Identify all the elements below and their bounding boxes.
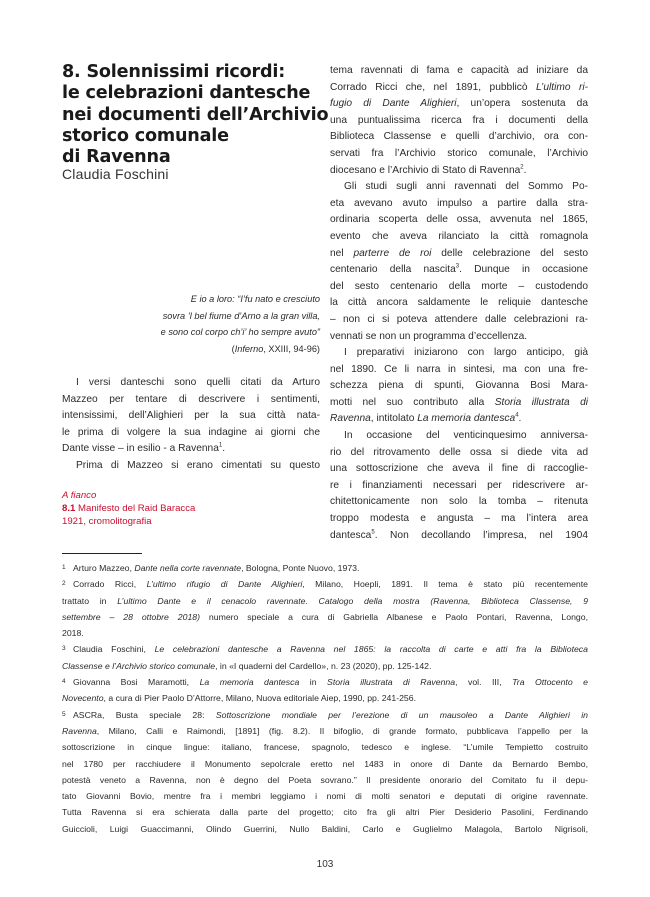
text-run: Dante visse – in esilio - a Ravenna [62, 443, 219, 455]
text-run: Giovanna Bosi Maramotti, [73, 677, 200, 688]
footnote-line [62, 690, 588, 706]
text-line: re i finanziamenti necessari per ridescrivere ar- [330, 479, 588, 491]
caption-text: Manifesto del Raid Baracca [78, 503, 196, 514]
text-run: , Bologna, Ponte Nuovo, 1973. [241, 563, 360, 573]
footnote-ref[interactable]: 2 [520, 164, 524, 171]
footnote-line [62, 593, 588, 609]
chapter-title [62, 62, 334, 168]
text-line: – non ci si poteva attendere dalle celebrazioni ra- [330, 313, 588, 325]
italic-run: Le celebrazioni dantesche a Ravenna nel 1865: la raccolta di carte e atti fra la Biblioteca [154, 644, 588, 655]
text-line: I versi danteschi sono quelli citati da Arturo [76, 377, 320, 388]
footnote-line [62, 707, 588, 723]
text-run: numero speciale a cura di Gabriella Albanese e Paolo Pontari, Ravenna, Longo, [200, 611, 588, 622]
text-run: , vol. III, [455, 677, 513, 688]
text-line: schezza piena di spunti, Giovanna Bosi Mara- [330, 380, 588, 392]
paren: ( [231, 343, 235, 354]
text-run: delle celebrazione del sesto [431, 247, 588, 259]
italic-run: Ravenna [330, 413, 371, 425]
text-run: ASCRa, Busta speciale 28: [73, 709, 216, 720]
text-run: trattato in [62, 595, 118, 606]
footnote-1 [62, 560, 588, 576]
footnote-line: tato Giovanni Bovio, mentre fra i membri leggiamo i nomi di molti senatori e deputati di origine ravennate. [62, 791, 588, 802]
footnote-number: 2 [62, 580, 66, 588]
text-line: rio del ritrovamento delle ossa si diede vita ad [330, 446, 588, 458]
text-line: diocesano e l’Archivio di Stato di Ravenna$^2$. [330, 164, 527, 176]
footnote-number: 5 [62, 710, 66, 718]
epigraph-source [120, 341, 320, 358]
italic-run: Storia illustrata di Ravenna [327, 677, 456, 688]
italic-run: L’ultimo rifugio di Dante Alighieri [146, 579, 303, 590]
text-line [330, 246, 588, 263]
text-line: evento che aveva rilanciato la città romagnola [330, 230, 588, 242]
text-line: tema ravennati di fama e capacità ad iniziare da [330, 65, 588, 76]
italic-run: Classense e l’Archivio storico comunale [62, 660, 216, 671]
title-line: nei documenti dell’Archivio [62, 104, 329, 125]
footnote-line: nel 1780 per racchiudere il Monumento sepolcrale eretto nel 1483 in onore di Dante da Bernardo Bembo, [62, 758, 588, 769]
title-line: storico comunale [62, 125, 229, 146]
italic-run: Dante nella corte ravennate [134, 563, 242, 573]
text-line: ordinaria scoperta delle ossa, avvenuta nel 1865, [330, 214, 588, 226]
text-run: nel [330, 247, 354, 259]
footnotes [62, 560, 588, 837]
italic-run: Storia illustrata di [494, 396, 588, 408]
text-line: una sottoscrizione che aveva il fine di raccoglie- [330, 463, 588, 475]
epigraph-line: e sono col corpo ch’i’ ho sempre avuto” [160, 327, 320, 338]
footnote-line [62, 560, 588, 576]
source-work: Inferno [234, 343, 264, 354]
text-line: Ravenna, intitolato La memoria dantesca$^4$. [330, 413, 522, 425]
footnote-ref[interactable]: 5 [371, 529, 375, 536]
italic-run: settembre – 28 ottobre 2018) [62, 611, 201, 622]
footnote-number: 3 [62, 645, 66, 653]
footnote-line: 2018. [62, 628, 84, 639]
title-line: 8. Solennissimi ricordi: [62, 62, 286, 82]
footnote-3 [62, 641, 588, 674]
italic-run: La memoria dantesca [417, 413, 516, 425]
italic-run: L’ultimo Dante e il cenacolo ravennate. Catalogo della mostra (Ravenna, Biblioteca Classense, 9 [117, 595, 588, 606]
text-line: del sesto centenario della morte – custodendo [330, 280, 588, 292]
caption-label: A fianco [62, 490, 97, 501]
text-run: Arturo Mazzeo, [73, 563, 135, 573]
footnote-number: 4 [62, 678, 66, 686]
footnote-ref[interactable]: 4 [515, 413, 519, 420]
text-run: , Milano, Hoepli, 1891. Il tema è stato più recentemente [302, 579, 588, 590]
text-line: Biblioteca Classense e quelli d’archivio, ora con- [330, 131, 588, 143]
footnote-line: Tutta Ravenna si era schierata dalla parte del progetto; cito fra gli altri Pier Desiderio Pasolini, Ferdinando [62, 807, 588, 818]
text-line [330, 528, 588, 545]
text-line: Mazzeo per tentare di descrivere i sentimenti, [62, 393, 320, 405]
text-run: , Milano, Calli e Raimondi, [1891] (fig. 8.2). Il bifoglio, di grande formato, pubblicava l’appello per la [96, 725, 588, 736]
text-run: Claudia Foschini, [73, 644, 155, 655]
right-column-text [330, 63, 588, 544]
footnote-line [62, 641, 588, 657]
text-run: in [299, 677, 328, 688]
text-run: , intitolato [370, 413, 418, 425]
text-line: In occasione del venticinquesimo anniversa- [344, 430, 588, 442]
footnote-line: potestà veneto a Ravenna, non è degno del Poeta sovrano.” Il presidente onorario del Comitato fu il depu- [62, 774, 588, 785]
left-column-text [62, 375, 320, 475]
footnote-divider [62, 553, 142, 554]
footnote-number: 1 [62, 564, 66, 571]
source-ref: , XXIII, 94-96) [263, 343, 320, 354]
text-line [330, 262, 588, 279]
italic-run: Tra Ottocento e [512, 677, 588, 688]
text-line [330, 395, 588, 412]
text-run: Corrado Ricci che, nel 1891, pubblicò [330, 81, 536, 93]
footnote-4 [62, 674, 588, 707]
footnote-line: Guiccioli, Luigi Guaccimanni, Olindo Guerrini, Nullo Baldini, Carlo e Guglielmo Malagola, Bartolo Nigrisoli, [62, 823, 588, 834]
text-line: troppo modesta e angusta – ma l’intera area [330, 513, 588, 525]
title-line: di Ravenna [62, 147, 171, 168]
footnote-line [62, 723, 588, 739]
italic-run: L’ultimo ri- [535, 81, 589, 93]
chapter-author: Claudia Foschini [62, 166, 169, 182]
text-line: chitettonicamente non solo la tomba – ritenuta [330, 496, 588, 508]
text-line: nel 1890. Ce li narra in sintesi, ma con una fre- [330, 363, 588, 375]
text-run: , un’opera sostenuta da [456, 98, 589, 110]
italic-run: Ravenna [62, 725, 97, 736]
footnote-line [62, 674, 588, 690]
page-number: 103 [316, 859, 334, 870]
text-run: , a cura di Pier Paolo D’Attorre, Milano, Nuova editoriale Aiep, 1990, pp. 241-256. [103, 693, 416, 704]
text-line: servati fra l’Archivio storico comunale, l’Archivio [330, 147, 588, 159]
italic-run: Novecento [62, 693, 104, 704]
text-run: . Dunque in occasione [459, 264, 588, 276]
text-run: . Non decollando l’impresa, nel 1904 [374, 529, 588, 541]
text-run: diocesano e l’Archivio di Stato di Ravenna [330, 164, 521, 176]
text-run: dantesca [330, 529, 372, 541]
footnote-line [62, 658, 588, 674]
epigraph-line: E io a loro: “I’fu nato e cresciuto [190, 294, 320, 304]
italic-run: parterre de roi [353, 247, 432, 259]
italic-run: Sottoscrizione mondiale per l’erezione di un mausoleo a Dante Alighieri in [215, 709, 589, 720]
text-line: Gli studi sugli anni ravennati del Sommo Po- [344, 181, 588, 193]
text-line: una puntualissima ricerca fra i documenti della [330, 114, 588, 126]
text-run: motti nel suo contributo alla [330, 396, 495, 408]
caption-title [62, 502, 195, 515]
italic-run: La memoria dantesca [199, 677, 300, 688]
text-line: eta avevano avuto impulso a partire dalla stra- [330, 197, 588, 209]
footnote-line [62, 609, 588, 625]
figure-number: 8.1 [62, 503, 76, 514]
footnote-5 [62, 707, 588, 837]
text-line: Prima di Mazzeo si erano cimentati su questo [76, 459, 320, 471]
text-run: , in «I quaderni del Cardello», n. 23 (2020), pp. 125-142. [215, 660, 432, 671]
text-run: centenario della nascita [330, 264, 456, 276]
title-line: le celebrazioni dantesche [62, 83, 311, 104]
footnote-line [62, 576, 588, 592]
epigraph [120, 291, 320, 357]
text-line: vennati se non un programma d’eccellenza. [330, 330, 528, 342]
text-line [330, 80, 588, 97]
footnote-ref[interactable]: 3 [455, 263, 460, 270]
footnote-2 [62, 576, 588, 641]
text-line: la città ancora saldamente le reliquie dantesche [330, 297, 588, 309]
figure-caption [62, 489, 195, 528]
italic-run: fugio di Dante Alighieri [330, 98, 457, 110]
text-line [330, 96, 588, 113]
text-line: Dante visse – in esilio - a Ravenna$^1$. [62, 442, 226, 455]
epigraph-line: sovra ’l bel fiume d’Arno a la gran villa, [162, 310, 320, 321]
caption-meta: 1921, cromolitografia [62, 516, 152, 527]
text-line: I preparativi iniziarono con largo anticipo, già [344, 347, 588, 359]
text-line: le prima di volgere la sua indagine ai giorni che [62, 426, 320, 438]
text-line: intensissimi, dell’Alighieri per la sua città nata- [62, 410, 320, 422]
footnote-ref[interactable]: 1 [218, 442, 223, 449]
text-run: Corrado Ricci, [73, 579, 147, 590]
footnote-line: sottoscrizione in cinque lingue: italiano, francese, spagnolo, tedesco e inglese. “L’umile Tempietto costruito [62, 742, 588, 753]
